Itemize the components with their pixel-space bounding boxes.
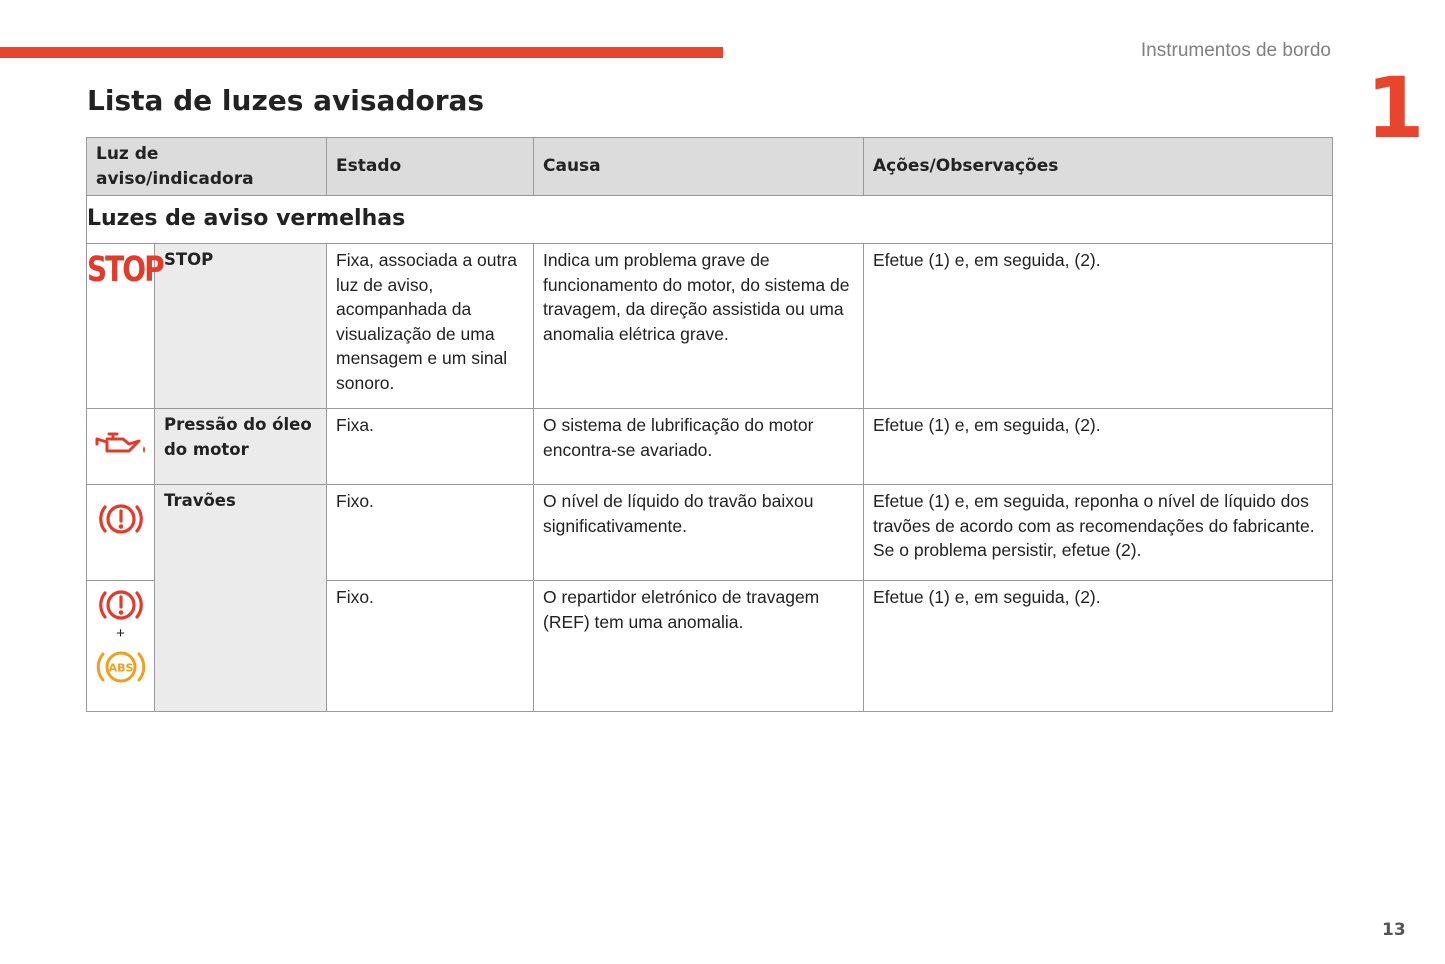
column-header-light: Luz de aviso/indicadora bbox=[87, 138, 327, 196]
chapter-number: 1 bbox=[1366, 59, 1425, 157]
column-header-cause: Causa bbox=[534, 138, 864, 196]
section-name: Instrumentos de bordo bbox=[1140, 40, 1331, 61]
light-action: Efetue (1) e, em seguida, (2). bbox=[864, 244, 1333, 409]
stop-warning-icon: STOP bbox=[87, 248, 163, 290]
light-cause: O sistema de lubrificação do motor encontra-se avariado. bbox=[534, 409, 864, 485]
plus-sign: + bbox=[116, 625, 125, 642]
section-title: Luzes de aviso vermelhas bbox=[87, 196, 1333, 244]
light-name: Travões bbox=[155, 485, 327, 712]
column-header-actions: Ações/Observações bbox=[864, 138, 1333, 196]
light-name: Pressão do óleo do motor bbox=[155, 409, 327, 485]
abs-warning-icon bbox=[94, 645, 148, 689]
header-accent-bar bbox=[0, 47, 723, 58]
page-title: Lista de luzes avisadoras bbox=[87, 84, 485, 117]
light-state: Fixo. bbox=[327, 485, 534, 581]
light-cause: O nível de líquido do travão baixou significativamente. bbox=[534, 485, 864, 581]
light-action: Efetue (1) e, em seguida, reponha o nível de líquido dos travões de acordo com as recomendações do fabricante. Se o problema persistir, efetue (2). bbox=[864, 485, 1333, 581]
page-number: 13 bbox=[1382, 920, 1406, 940]
light-action: Efetue (1) e, em seguida, (2). bbox=[864, 581, 1333, 712]
light-state: Fixo. bbox=[327, 581, 534, 712]
light-cause: O repartidor eletrónico de travagem (REF) tem uma anomalia. bbox=[534, 581, 864, 712]
light-action: Efetue (1) e, em seguida, (2). bbox=[864, 409, 1333, 485]
table-row bbox=[87, 409, 1333, 485]
warning-lights-table bbox=[86, 137, 1333, 712]
light-cause: Indica um problema grave de funcionamento do motor, do sistema de travagem, da direção assistida ou uma anomalia elétrica grave. bbox=[534, 244, 864, 409]
table-row bbox=[87, 485, 1333, 581]
svg-text:ABS: ABS bbox=[108, 661, 133, 675]
icon-cell bbox=[87, 485, 155, 581]
section-row bbox=[87, 196, 1333, 244]
icon-cell bbox=[87, 244, 163, 409]
brake-warning-icon bbox=[96, 585, 146, 625]
column-header-state: Estado bbox=[327, 138, 534, 196]
light-state: Fixa, associada a outra luz de aviso, acompanhada da visualização de uma mensagem e um sinal sonoro. bbox=[327, 244, 534, 409]
light-name: STOP bbox=[155, 244, 327, 409]
icon-cell bbox=[87, 581, 155, 712]
icon-cell bbox=[87, 409, 155, 485]
table-header-row bbox=[87, 138, 1333, 196]
brake-warning-icon bbox=[96, 499, 146, 539]
table-row bbox=[87, 244, 1333, 409]
oil-can-icon bbox=[93, 425, 149, 465]
light-state: Fixa. bbox=[327, 409, 534, 485]
